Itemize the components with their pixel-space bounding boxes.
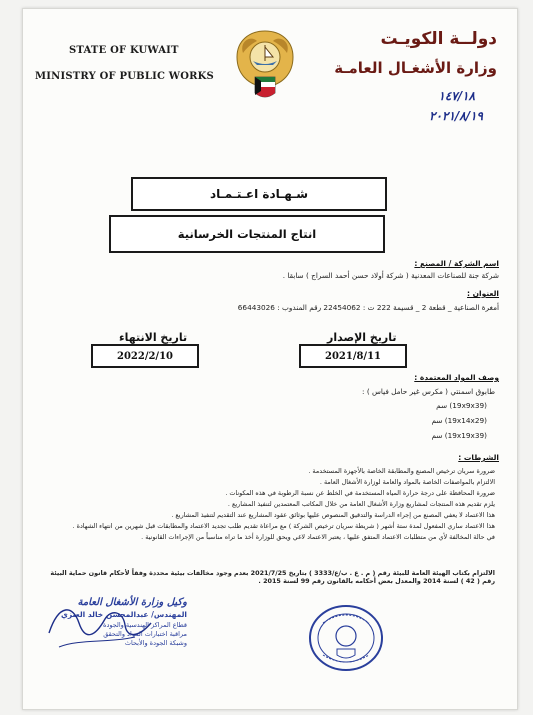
issue-date-box: [299, 344, 407, 368]
list-item: ضرورة المحافظة على درجة حرارة المياه المستخدمة في الخلط عن نسبة الرطوبة في هذه المكونات .: [225, 489, 495, 497]
issue-value: 2021/8/11: [324, 350, 381, 362]
signature-dept: قطاع المراكز الهندسية والجودة: [103, 621, 187, 629]
ref-number: ١٤٧/١٨: [438, 89, 475, 103]
signature-sub: وشبكة الجودة والأبحاث: [124, 639, 187, 647]
issue-label: تاريخ الإصدار: [327, 331, 397, 344]
expiry-value: 2022/2/10: [116, 350, 173, 362]
signature-unit: مراقبة اختبارات المواد والتحقق: [103, 630, 187, 638]
company-name-label: اسم الشركة / المصنع :: [414, 259, 499, 268]
ref-date: ٢٠٢١/٨/١٩: [429, 109, 483, 123]
signature-name: المهندس/ عبدالمحسن خالد العنزي: [61, 610, 187, 619]
address-label: العنوان :: [467, 289, 499, 298]
list-item: هذا الاعتماد ساري المفعول لمدة ستة أشهر ( شريطة سريان ترخيص الشركة ) مع مراعاة تقديم طلب تجديد الاعتماد والمطابقات قبل شهرين من انتهاء الشهادة .: [72, 522, 495, 530]
expiry-label: تاريخ الانتهاء: [119, 331, 188, 344]
certificate-page: [22, 8, 518, 710]
kuwait-emblem-icon: [229, 27, 301, 109]
signature-title: وكيل وزارة الأشغال العامة: [77, 597, 187, 608]
list-item: يلزم تقديم هذه المنتجات لمشاريع وزارة الأشغال العامة من خلال المكاتب المعتمدين لتنفيذ المشاريع .: [227, 500, 495, 508]
products-label: وصف المواد المعتمدة :: [414, 373, 499, 382]
list-item: (19x19x39) سم: [431, 431, 487, 440]
conditions-label: الشرطات :: [458, 453, 499, 462]
list-item: هذا الاعتماد لا يعفي المصنع من إجراء الدراسة والتدقيق المنصوص عليها بوثائق عقود المشاريع عند التقديم لتنفيذ المشاريع .: [171, 511, 495, 519]
list-item: في حالة المخالفة لأي من متطلبات الاعتماد المتفق عليها ، يعتبر الاعتماد لاغي ويحق للوزارة أخذ ما تراه مناسباً من الإجراءات القانونية .: [141, 533, 495, 541]
company-name-value: شركة جنة للصناعات المعدنية ( شركة أولاد حسن أحمد السراج ) سابقا .: [282, 271, 499, 280]
address-value: أمغرة الصناعية _ قطعة 2 _ قسيمة 222 ت : 22454062 رقم المندوب : 66443026: [237, 303, 499, 312]
list-item: الالتزام بالمواصفات الخاصة بالمواد والعامة لوزارة الأشغال العامة .: [319, 478, 495, 486]
expiry-date-box: [91, 344, 199, 368]
signature-icon: [39, 593, 185, 663]
list-item: (19x9x39) سم: [436, 401, 487, 410]
state-ar: دولــة الكويـت: [380, 29, 497, 49]
products-list: [287, 401, 487, 440]
list-item: (19x14x29) سم: [431, 416, 487, 425]
certificate-title: شـهـادة اعـتـمـاد: [209, 187, 309, 201]
state-en: STATE OF KUWAIT: [69, 45, 179, 56]
conditions-list: [45, 467, 495, 544]
subject-title-box: [109, 215, 385, 253]
certificate-title-box: [131, 177, 387, 211]
ministry-en: MINISTRY OF PUBLIC WORKS: [35, 71, 214, 82]
products-intro: طابوق اسمنتي ( مكرس غير حامل فياس ) :: [362, 387, 495, 396]
official-stamp-icon: [307, 603, 385, 673]
subject-title: انتاج المنتجات الخرسانية: [177, 227, 317, 241]
ministry-ar: وزارة الأشغـال العامـة: [334, 59, 497, 77]
list-item: ضرورة سريان ترخيص المصنع والمطابقة الخاصة بالأجهزة المستخدمة .: [308, 467, 495, 475]
legal-note: الالتزام بكتاب الهيئة العامة للبيئة رقم ( م . ع . ب/ع/3333 ) بتاريخ 2021/7/25 بعدم وجود مخالفات بيئية محددة وفقاً لأحكام قانون حماية البيئة رقم ( 42 ) لسنة 2014 والمعدل بعض أحكامه بالقانون رقم 99 لسنة 2015 .: [50, 569, 495, 585]
signature-block: [37, 597, 187, 677]
